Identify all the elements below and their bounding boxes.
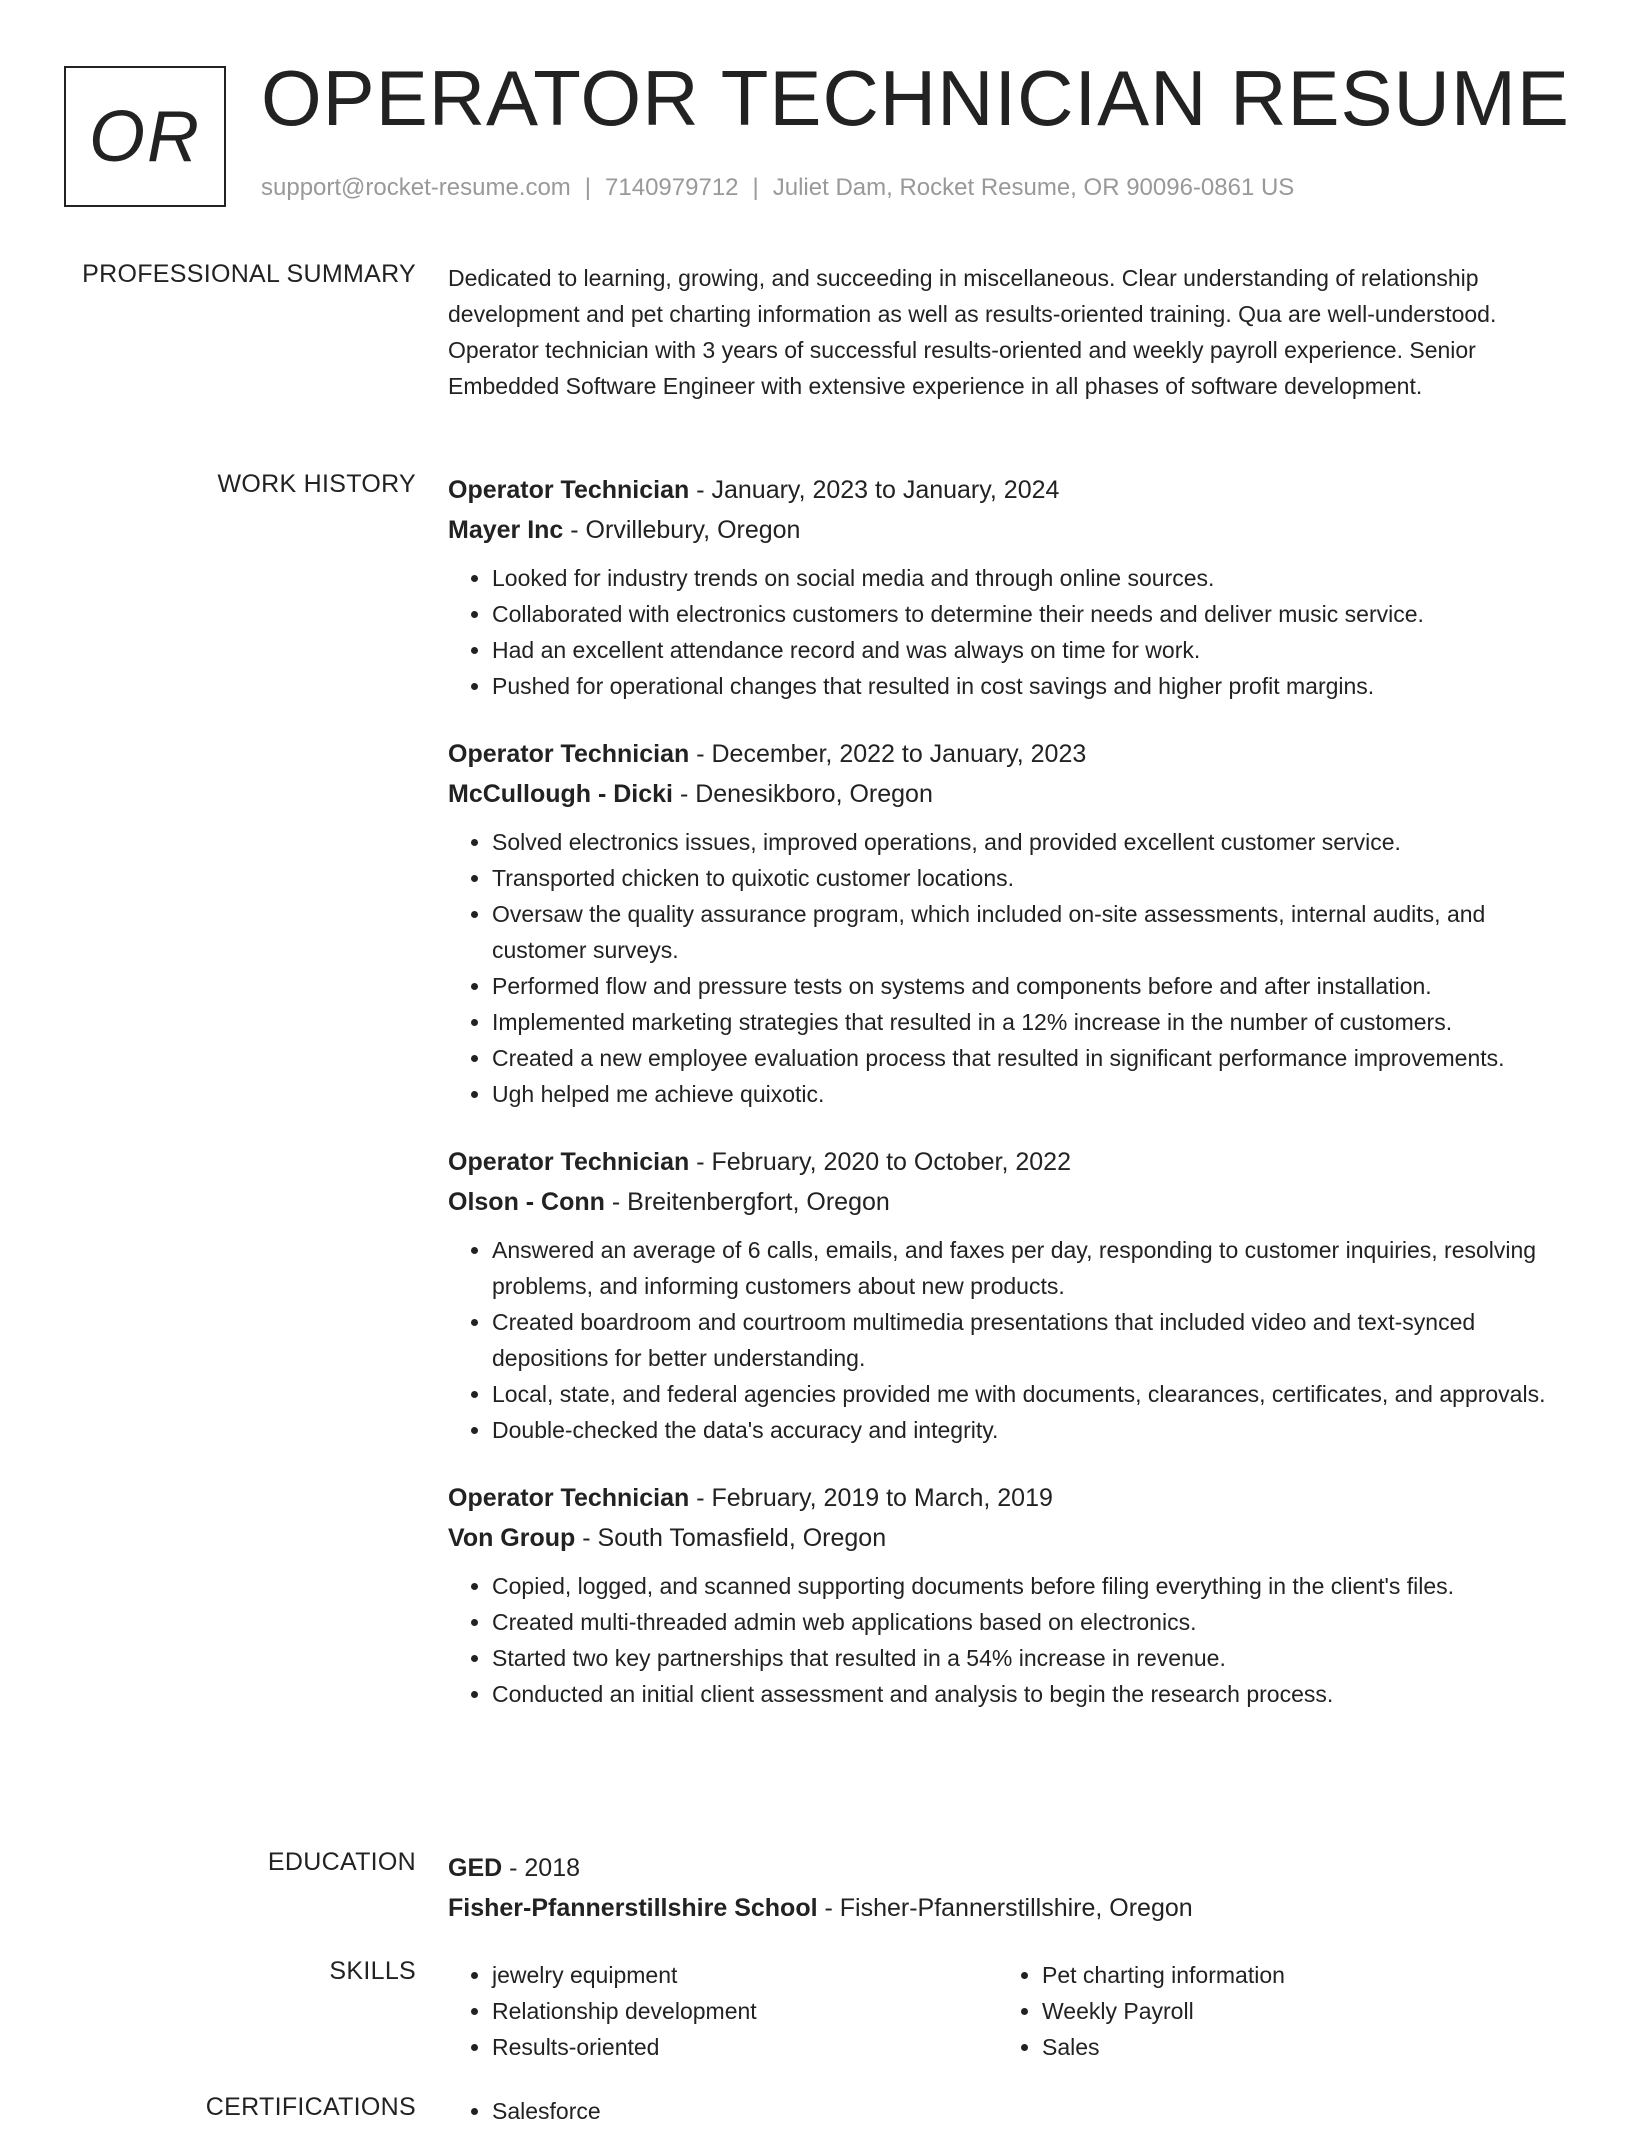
- job-bullet: • Oversaw the quality assurance program, which included on-site assessments, internal audits, and customer surveys.: [492, 896, 1568, 968]
- job-entry: [448, 734, 1568, 1112]
- skill-item: • Sales: [1042, 2029, 1548, 2065]
- job-bullet: • Created multi-threaded admin web applications based on electronics.: [492, 1604, 1568, 1640]
- job-company: Mayer Inc: [448, 516, 564, 544]
- job-bullet: • Conducted an initial client assessment and analysis to begin the research process.: [492, 1676, 1568, 1712]
- skill-item: • Results-oriented: [492, 2029, 998, 2065]
- job-company-line: [448, 1518, 1568, 1558]
- job-company-line: [448, 510, 1568, 550]
- certifications-list: [448, 2093, 1568, 2129]
- job-dates: - February, 2020 to October, 2022: [689, 1148, 1071, 1176]
- job-bullet: • Implemented marketing strategies that resulted in a 12% increase in the number of customers.: [492, 1004, 1568, 1040]
- job-bullet: • Created boardroom and courtroom multimedia presentations that included video and text-synced depositions for better understanding.: [492, 1304, 1568, 1376]
- job-title-line: [448, 734, 1568, 774]
- education-year: - 2018: [502, 1854, 581, 1882]
- job-bullet: • Double-checked the data's accuracy and integrity.: [492, 1412, 1568, 1448]
- job-title: Operator Technician: [448, 476, 690, 504]
- job-title-line: [448, 470, 1568, 510]
- job-entry: [448, 470, 1568, 704]
- contact-email[interactable]: support@rocket-resume.com: [261, 174, 571, 201]
- job-bullet: • Collaborated with electronics customers to determine their needs and deliver music service.: [492, 596, 1568, 632]
- skills-grid: [448, 1957, 1568, 2065]
- job-location: - South Tomasfield, Oregon: [575, 1524, 887, 1552]
- job-title: Operator Technician: [448, 740, 690, 768]
- job-location: - Breitenbergfort, Oregon: [604, 1188, 890, 1216]
- skills-column-left: [448, 1957, 998, 2065]
- job-bullet: • Local, state, and federal agencies provided me with documents, clearances, certificates, and approvals.: [492, 1376, 1568, 1412]
- job-company-line: [448, 1182, 1568, 1222]
- contact-separator: |: [584, 174, 592, 201]
- monogram-initials: OR: [89, 96, 201, 177]
- job-company: Olson - Conn: [448, 1188, 605, 1216]
- job-bullets: [448, 560, 1568, 704]
- skill-item: • Pet charting information: [1042, 1957, 1548, 1993]
- skill-item: • Weekly Payroll: [1042, 1993, 1548, 2029]
- summary-label: PROFESSIONAL SUMMARY: [82, 260, 416, 288]
- job-location: - Orvillebury, Oregon: [563, 516, 801, 544]
- job-dates: - December, 2022 to January, 2023: [689, 740, 1087, 768]
- education-school-line: [448, 1888, 1568, 1928]
- contact-separator: |: [752, 174, 759, 201]
- job-title-line: [448, 1142, 1568, 1182]
- education-degree: GED: [448, 1854, 503, 1882]
- job-bullets: [448, 1232, 1568, 1448]
- skills-label: SKILLS: [329, 1957, 416, 1985]
- education-location: - Fisher-Pfannerstillshire, Oregon: [817, 1894, 1193, 1922]
- contact-phone[interactable]: 7140979712: [605, 174, 739, 201]
- skill-item: • Relationship development: [492, 1993, 998, 2029]
- job-location: - Denesikboro, Oregon: [673, 780, 933, 808]
- job-bullet: • Pushed for operational changes that resulted in cost savings and higher profit margins.: [492, 668, 1568, 704]
- job-bullet: • Ugh helped me achieve quixotic.: [492, 1076, 1568, 1112]
- job-bullets: [448, 1568, 1568, 1712]
- job-title: Operator Technician: [448, 1148, 690, 1176]
- job-dates: - February, 2019 to March, 2019: [689, 1484, 1053, 1512]
- job-company-line: [448, 774, 1568, 814]
- job-entry: [448, 1478, 1568, 1712]
- contact-line: [261, 174, 1294, 202]
- job-bullets: [448, 824, 1568, 1112]
- work-history-label: WORK HISTORY: [217, 470, 416, 498]
- job-title: Operator Technician: [448, 1484, 690, 1512]
- summary-text: Dedicated to learning, growing, and succeeding in miscellaneous. Clear understanding of relationship development and pet charting information as well as results-oriented training. Qua are well-understood. Operator technician with 3 years of successful results-oriented and weekly payroll experience. Senior Embedded Software Engineer with extensive experience in all phases of software development.: [448, 265, 1497, 399]
- education-label: EDUCATION: [267, 1848, 416, 1876]
- job-bullet: • Copied, logged, and scanned supporting documents before filing everything in the client's files.: [492, 1568, 1568, 1604]
- certification-item: • Salesforce: [492, 2093, 1568, 2129]
- monogram-box: [64, 66, 226, 207]
- job-bullet: • Solved electronics issues, improved operations, and provided excellent customer service.: [492, 824, 1568, 860]
- work-history-list: [448, 470, 1568, 1742]
- job-bullet: • Answered an average of 6 calls, emails, and faxes per day, responding to customer inquiries, resolving problems, and informing customers about new products.: [492, 1232, 1568, 1304]
- job-title-line: [448, 1478, 1568, 1518]
- certifications-label: CERTIFICATIONS: [205, 2093, 416, 2121]
- skills-column-right: [998, 1957, 1548, 2065]
- education-school: Fisher-Pfannerstillshire School: [448, 1894, 818, 1922]
- job-bullet: • Created a new employee evaluation process that resulted in significant performance improvements.: [492, 1040, 1568, 1076]
- job-entry: [448, 1142, 1568, 1448]
- education-degree-line: [448, 1848, 1568, 1888]
- job-bullet: • Started two key partnerships that resulted in a 54% increase in revenue.: [492, 1640, 1568, 1676]
- job-bullet: • Transported chicken to quixotic customer locations.: [492, 860, 1568, 896]
- job-bullet: • Had an excellent attendance record and was always on time for work.: [492, 632, 1568, 668]
- job-company: McCullough - Dicki: [448, 780, 673, 808]
- contact-address: Juliet Dam, Rocket Resume, OR 90096-0861 US: [772, 174, 1295, 201]
- job-bullet: • Looked for industry trends on social media and through online sources.: [492, 560, 1568, 596]
- resume-title: OPERATOR TECHNICIAN RESUME: [261, 54, 1570, 142]
- job-bullet: • Performed flow and pressure tests on systems and components before and after installation.: [492, 968, 1568, 1004]
- job-company: Von Group: [448, 1524, 576, 1552]
- job-dates: - January, 2023 to January, 2024: [689, 476, 1060, 504]
- skill-item: • jewelry equipment: [492, 1957, 998, 1993]
